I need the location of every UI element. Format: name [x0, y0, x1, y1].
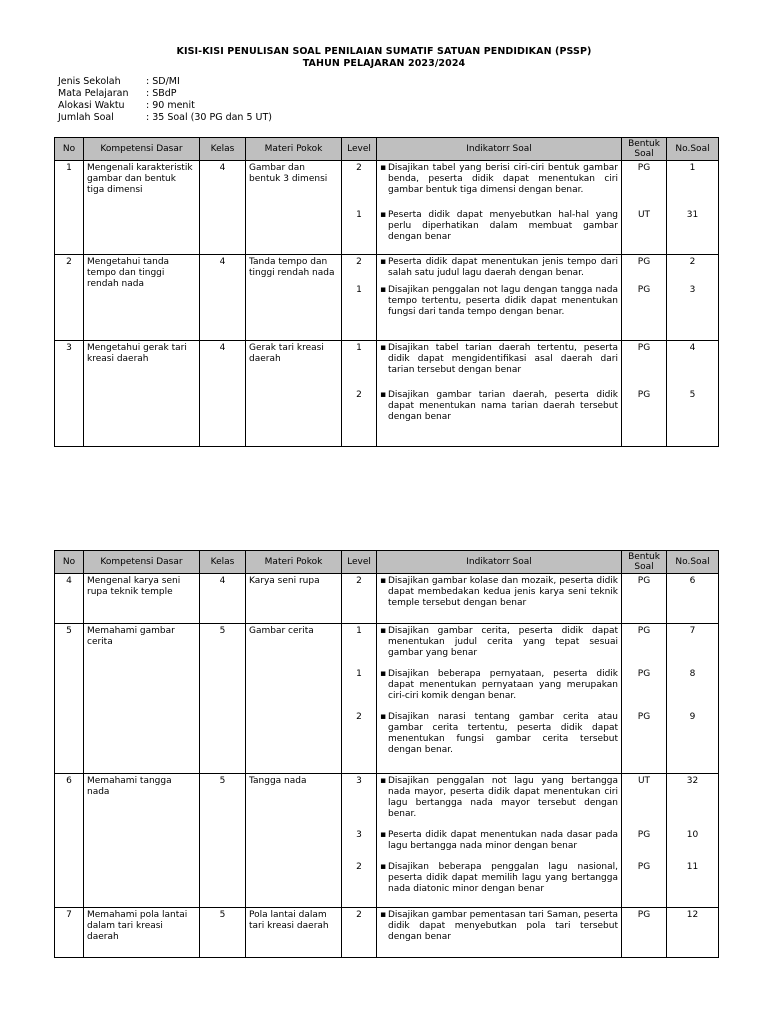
indicator-text: Peserta didik dapat menentukan nada dasar pada lagu bertangga nada minor dengan benar	[388, 830, 618, 851]
meta-row	[58, 76, 272, 88]
indicator-item	[380, 830, 618, 852]
cell-indikator-soal	[377, 908, 622, 958]
cell-stack	[345, 776, 373, 895]
cell-stack	[625, 776, 663, 895]
indicator-text: Disajikan penggalan not lagu dengan tangga nada tempo tertentu, peserta didik dapat menentukan fungsi dari tanda tempo dengan benar.	[388, 285, 618, 317]
no-soal-value: 8	[689, 669, 696, 679]
level-value: 2	[356, 712, 362, 722]
cell-stack	[670, 910, 715, 943]
cell-stack	[670, 776, 715, 895]
cell-indikator-soal	[377, 161, 622, 255]
column-header-no: No	[55, 138, 84, 161]
indicator-text: Disajikan gambar kolase dan mozaik, peserta didik dapat membedakan kedua jenis karya seni teknik temple tersebut dengan benar	[388, 576, 618, 608]
indicator-text: Disajikan gambar cerita, peserta didik dapat menentukan judul cerita yang tepat sesuai gambar yang benar	[388, 626, 618, 658]
indicator-item	[380, 343, 618, 376]
cell-bentuk-soal	[622, 161, 667, 255]
cell-stack	[380, 576, 618, 609]
cell-level	[342, 255, 377, 341]
level-value: 1	[356, 626, 362, 636]
indicator-text: Peserta didik dapat menyebutkan hal-hal yang perlu diperhatikan dalam membuat gambar dengan benar	[388, 210, 618, 242]
indicator-item	[380, 285, 618, 318]
column-header-bentuk-soal: Bentuk Soal	[622, 138, 667, 161]
meta-value: : SBdP	[146, 88, 177, 99]
meta-info	[58, 76, 272, 124]
cell-indikator-soal	[377, 574, 622, 624]
meta-label: Alokasi Waktu	[58, 100, 125, 111]
cell-stack	[625, 257, 663, 318]
no-soal-value: 7	[689, 626, 696, 636]
bullet-icon: ▪	[380, 712, 387, 722]
bentuk-value: PG	[637, 257, 651, 267]
indicator-item	[380, 390, 618, 423]
column-header-bentuk-soal: Bentuk Soal	[622, 551, 667, 574]
bullet-icon: ▪	[380, 910, 387, 920]
level-value: 2	[356, 576, 362, 586]
bentuk-value: UT	[637, 210, 651, 220]
cell-kompetensi-dasar: Memahami pola lantai dalam tari kreasi daerah	[84, 908, 200, 958]
cell-kompetensi-dasar: Mengenal karya seni rupa teknik temple	[84, 574, 200, 624]
meta-label: Mata Pelajaran	[58, 88, 129, 99]
cell-no: 3	[55, 341, 84, 447]
column-header-materi-pokok: Materi Pokok	[246, 138, 342, 161]
no-soal-value: 11	[686, 862, 699, 872]
indicator-text: Disajikan tabel yang berisi ciri-ciri bentuk gambar benda, peserta didik dapat menentukan ciri gambar bentuk tiga dimensi dengan benar.	[388, 163, 618, 195]
column-header-indikator-soal: Indikatorr Soal	[377, 138, 622, 161]
level-value: 1	[356, 210, 362, 220]
column-header-materi-pokok: Materi Pokok	[246, 551, 342, 574]
indicator-item	[380, 163, 618, 196]
cell-bentuk-soal	[622, 908, 667, 958]
no-soal-value: 12	[686, 910, 699, 920]
cell-stack	[380, 343, 618, 423]
cell-indikator-soal	[377, 255, 622, 341]
no-soal-value: 31	[686, 210, 699, 220]
cell-materi-pokok: Pola lantai dalam tari kreasi daerah	[246, 908, 342, 958]
bullet-icon: ▪	[380, 390, 387, 400]
cell-no: 1	[55, 161, 84, 255]
table-row	[55, 624, 719, 774]
bullet-icon: ▪	[380, 626, 387, 636]
bullet-icon: ▪	[380, 163, 387, 173]
meta-value: : 35 Soal (30 PG dan 5 UT)	[146, 112, 272, 123]
bullet-icon: ▪	[380, 285, 387, 295]
level-value: 1	[356, 285, 362, 295]
cell-bentuk-soal	[622, 624, 667, 774]
indicator-text: Disajikan gambar tarian daerah, peserta didik dapat menentukan nama tarian daerah tersebut dengan benar	[388, 390, 618, 422]
cell-level	[342, 624, 377, 774]
bentuk-value: PG	[637, 576, 651, 586]
cell-stack	[380, 776, 618, 895]
cell-indikator-soal	[377, 774, 622, 908]
cell-no: 2	[55, 255, 84, 341]
cell-indikator-soal	[377, 341, 622, 447]
indicator-text: Disajikan penggalan not lagu yang bertangga nada mayor, peserta didik dapat menentukan ciri lagu bertangga nada mayor tersebut dengan benar.	[388, 776, 618, 819]
cell-stack	[625, 343, 663, 423]
level-value: 2	[356, 862, 362, 872]
cell-stack	[380, 910, 618, 943]
bullet-icon: ▪	[380, 257, 387, 267]
cell-kelas: 4	[200, 574, 246, 624]
table-row	[55, 255, 719, 341]
cell-stack	[345, 910, 373, 943]
column-header-kompetensi-dasar: Kompetensi Dasar	[84, 138, 200, 161]
table-row	[55, 908, 719, 958]
cell-no-soal	[667, 255, 719, 341]
cell-no: 5	[55, 624, 84, 774]
meta-value: : SD/MI	[146, 76, 180, 87]
cell-stack	[345, 626, 373, 756]
cell-materi-pokok: Gambar cerita	[246, 624, 342, 774]
cell-no-soal	[667, 341, 719, 447]
cell-bentuk-soal	[622, 574, 667, 624]
bullet-icon: ▪	[380, 776, 387, 786]
meta-value: : 90 menit	[146, 100, 195, 111]
bentuk-value: PG	[637, 163, 651, 173]
bentuk-value: PG	[637, 910, 651, 920]
indicator-item	[380, 257, 618, 279]
bentuk-value: PG	[637, 390, 651, 400]
column-header-no-soal: No.Soal	[667, 551, 719, 574]
bentuk-value: PG	[637, 712, 651, 722]
cell-kompetensi-dasar: Mengetahui tanda tempo dan tinggi rendah nada	[84, 255, 200, 341]
cell-no-soal	[667, 574, 719, 624]
cell-materi-pokok: Tangga nada	[246, 774, 342, 908]
indicator-item	[380, 576, 618, 609]
indicator-text: Disajikan beberapa pernyataan, peserta didik dapat menentukan pernyataan yang merupakan ciri-ciri komik dengan benar.	[388, 669, 618, 701]
cell-no-soal	[667, 161, 719, 255]
document-title: KISI-KISI PENULISAN SOAL PENILAIAN SUMATIF SATUAN PENDIDIKAN (PSSP)	[176, 46, 592, 57]
cell-level	[342, 908, 377, 958]
cell-bentuk-soal	[622, 774, 667, 908]
cell-stack	[625, 626, 663, 756]
indicator-text: Peserta didik dapat menentukan jenis tempo dari salah satu judul lagu daerah dengan benar.	[388, 257, 618, 278]
cell-kelas: 4	[200, 341, 246, 447]
level-value: 2	[356, 910, 362, 920]
cell-stack	[345, 576, 373, 609]
table-header-row	[55, 551, 719, 574]
level-value: 1	[356, 669, 362, 679]
bullet-icon: ▪	[380, 830, 387, 840]
cell-stack	[345, 257, 373, 318]
no-soal-value: 2	[689, 257, 696, 267]
indicator-item	[380, 669, 618, 702]
indicator-item	[380, 910, 618, 943]
no-soal-value: 1	[689, 163, 696, 173]
level-value: 3	[356, 776, 362, 786]
table-row	[55, 161, 719, 255]
cell-no-soal	[667, 908, 719, 958]
cell-level	[342, 774, 377, 908]
cell-kelas: 5	[200, 774, 246, 908]
bullet-icon: ▪	[380, 862, 387, 872]
cell-materi-pokok: Karya seni rupa	[246, 574, 342, 624]
cell-level	[342, 574, 377, 624]
column-header-no: No	[55, 551, 84, 574]
cell-no-soal	[667, 624, 719, 774]
column-header-kompetensi-dasar: Kompetensi Dasar	[84, 551, 200, 574]
bullet-icon: ▪	[380, 669, 387, 679]
meta-row	[58, 88, 272, 100]
cell-kompetensi-dasar: Memahami gambar cerita	[84, 624, 200, 774]
indicator-text: Disajikan beberapa penggalan lagu nasional, peserta didik dapat memilih lagu yang bertangga nada diatonic minor dengan benar	[388, 862, 618, 894]
level-value: 2	[356, 390, 362, 400]
bentuk-value: PG	[637, 830, 651, 840]
kisi-kisi-table-1	[54, 137, 719, 447]
level-value: 2	[356, 163, 362, 173]
cell-kelas: 4	[200, 255, 246, 341]
indicator-item	[380, 210, 618, 243]
no-soal-value: 6	[689, 576, 696, 586]
cell-kelas: 5	[200, 624, 246, 774]
column-header-no-soal: No.Soal	[667, 138, 719, 161]
column-header-kelas: Kelas	[200, 138, 246, 161]
document-subtitle: TAHUN PELAJARAN 2023/2024	[302, 58, 466, 69]
meta-label: Jumlah Soal	[58, 112, 114, 123]
cell-indikator-soal	[377, 624, 622, 774]
table-header-row	[55, 138, 719, 161]
table-row	[55, 574, 719, 624]
cell-kompetensi-dasar: Mengetahui gerak tari kreasi daerah	[84, 341, 200, 447]
cell-stack	[380, 257, 618, 318]
bentuk-value: UT	[637, 776, 651, 786]
cell-level	[342, 161, 377, 255]
cell-kompetensi-dasar: Memahami tangga nada	[84, 774, 200, 908]
cell-no: 4	[55, 574, 84, 624]
cell-stack	[670, 576, 715, 609]
column-header-indikator-soal: Indikatorr Soal	[377, 551, 622, 574]
cell-stack	[670, 163, 715, 243]
indicator-item	[380, 626, 618, 659]
bullet-icon: ▪	[380, 343, 387, 353]
cell-materi-pokok: Gerak tari kreasi daerah	[246, 341, 342, 447]
bentuk-value: PG	[637, 626, 651, 636]
indicator-text: Disajikan gambar pementasan tari Saman, peserta didik dapat menyebutkan pola tari tersebut dengan benar	[388, 910, 618, 942]
cell-no: 7	[55, 908, 84, 958]
cell-stack	[380, 163, 618, 243]
cell-stack	[345, 343, 373, 423]
indicator-item	[380, 776, 618, 820]
cell-bentuk-soal	[622, 341, 667, 447]
cell-kelas: 4	[200, 161, 246, 255]
cell-level	[342, 341, 377, 447]
level-value: 3	[356, 830, 362, 840]
meta-row	[58, 112, 272, 124]
indicator-text: Disajikan tabel tarian daerah tertentu, peserta didik dapat mengidentifikasi asal daerah dari tarian tersebut dengan benar	[388, 343, 618, 375]
table-row	[55, 774, 719, 908]
no-soal-value: 9	[689, 712, 696, 722]
meta-label: Jenis Sekolah	[58, 76, 121, 87]
cell-materi-pokok: Gambar dan bentuk 3 dimensi	[246, 161, 342, 255]
table-row	[55, 341, 719, 447]
cell-stack	[625, 910, 663, 943]
cell-stack	[380, 626, 618, 756]
level-value: 2	[356, 257, 362, 267]
bentuk-value: PG	[637, 862, 651, 872]
cell-stack	[345, 163, 373, 243]
level-value: 1	[356, 343, 362, 353]
bentuk-value: PG	[637, 285, 651, 295]
no-soal-value: 10	[686, 830, 699, 840]
cell-stack	[670, 343, 715, 423]
kisi-kisi-table-2	[54, 550, 719, 958]
column-header-kelas: Kelas	[200, 551, 246, 574]
cell-bentuk-soal	[622, 255, 667, 341]
cell-stack	[670, 257, 715, 318]
indicator-text: Disajikan narasi tentang gambar cerita atau gambar cerita tertentu, peserta didik dapat menentukan fungsi gambar cerita tersebut dengan benar.	[388, 712, 618, 755]
bullet-icon: ▪	[380, 576, 387, 586]
meta-row	[58, 100, 272, 112]
cell-stack	[625, 576, 663, 609]
cell-stack	[625, 163, 663, 243]
indicator-item	[380, 712, 618, 756]
no-soal-value: 4	[689, 343, 696, 353]
bentuk-value: PG	[637, 669, 651, 679]
bullet-icon: ▪	[380, 210, 387, 220]
bentuk-value: PG	[637, 343, 651, 353]
cell-no: 6	[55, 774, 84, 908]
no-soal-value: 5	[689, 390, 696, 400]
cell-kompetensi-dasar: Mengenali karakteristik gambar dan bentuk tiga dimensi	[84, 161, 200, 255]
cell-kelas: 5	[200, 908, 246, 958]
cell-materi-pokok: Tanda tempo dan tinggi rendah nada	[246, 255, 342, 341]
column-header-level: Level	[342, 138, 377, 161]
cell-no-soal	[667, 774, 719, 908]
no-soal-value: 32	[686, 776, 699, 786]
column-header-level: Level	[342, 551, 377, 574]
no-soal-value: 3	[689, 285, 696, 295]
indicator-item	[380, 862, 618, 895]
cell-stack	[670, 626, 715, 756]
